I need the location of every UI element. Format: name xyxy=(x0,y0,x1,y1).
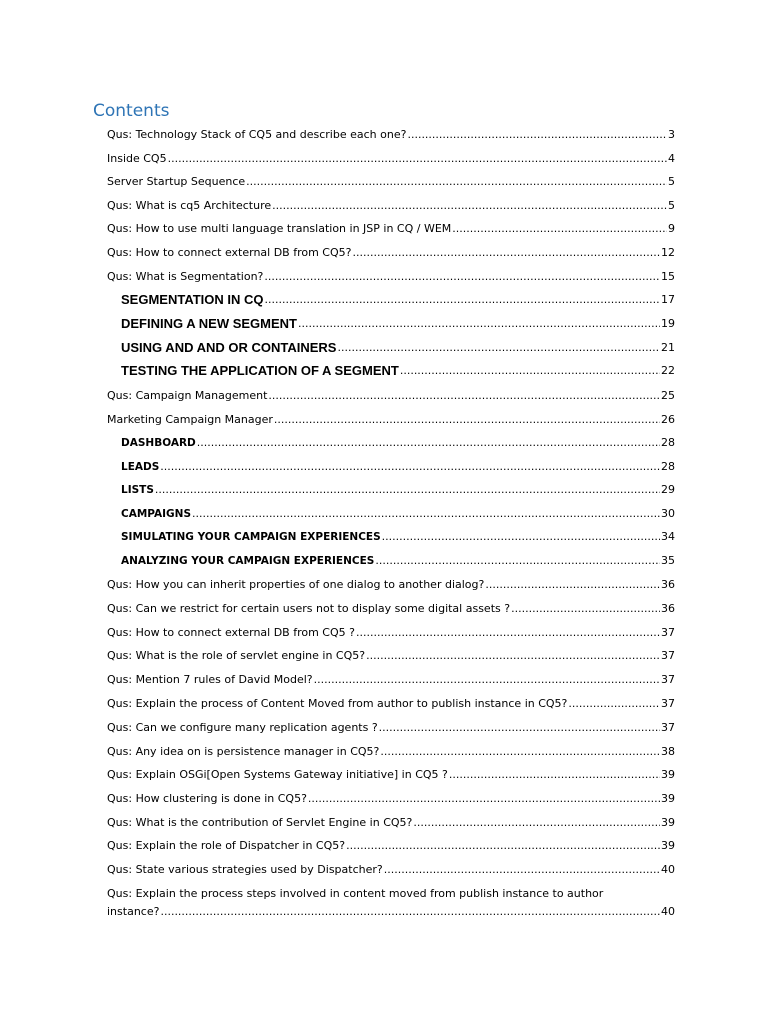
toc-entry-text: Qus: Explain the process of Content Moved from author to publish instance in CQ5? xyxy=(107,697,568,710)
leader-dots xyxy=(452,222,667,236)
toc-entry-page: 37 xyxy=(661,649,675,662)
leader-dots xyxy=(298,317,660,331)
toc-entry-page: 29 xyxy=(661,483,675,496)
toc-entry-page: 39 xyxy=(661,839,675,852)
toc-entry[interactable] xyxy=(107,839,675,853)
toc-entry[interactable] xyxy=(107,128,675,142)
toc-entry[interactable] xyxy=(121,436,675,450)
leader-dots xyxy=(485,578,660,592)
toc-entry-page: 28 xyxy=(661,460,675,473)
toc-entry[interactable] xyxy=(121,530,675,544)
toc-entry[interactable] xyxy=(107,175,675,189)
leader-dots xyxy=(160,460,660,474)
toc-entry-page: 37 xyxy=(661,673,675,686)
toc-entry[interactable] xyxy=(107,745,675,759)
toc-entry[interactable] xyxy=(107,768,675,782)
toc-entry-page: 21 xyxy=(661,341,675,354)
toc-entry-page: 39 xyxy=(661,768,675,781)
toc-entry-page: 9 xyxy=(668,222,675,235)
toc-entry-page: 37 xyxy=(661,626,675,639)
toc-entry[interactable] xyxy=(107,673,675,687)
toc-entry-page: 38 xyxy=(661,745,675,758)
toc-entry[interactable] xyxy=(121,293,675,307)
toc-entry-page: 5 xyxy=(668,199,675,212)
toc-entry-page: 37 xyxy=(661,697,675,710)
leader-dots xyxy=(314,673,660,687)
toc-entry-text: Qus: Can we restrict for certain users not to display some digital assets ? xyxy=(107,602,511,615)
toc-entry-page: 17 xyxy=(661,293,675,306)
leader-dots xyxy=(337,341,660,355)
leader-dots xyxy=(274,413,660,427)
leader-dots xyxy=(407,128,667,142)
leader-dots xyxy=(375,554,660,568)
toc-entry-text: Qus: What is Segmentation? xyxy=(107,270,264,283)
toc-entry-page: 26 xyxy=(661,413,675,426)
toc-entry[interactable] xyxy=(107,626,675,640)
toc-entry[interactable] xyxy=(107,578,675,592)
toc-entry-text: Qus: Explain OSGi[Open Systems Gateway initiative] in CQ5 ? xyxy=(107,768,448,781)
toc-entry-text: DEFINING A NEW SEGMENT xyxy=(121,316,297,331)
toc-entry[interactable] xyxy=(121,554,675,568)
leader-dots xyxy=(356,626,660,640)
toc-entry[interactable] xyxy=(107,602,675,616)
toc-entry[interactable] xyxy=(121,507,675,521)
leader-dots xyxy=(246,175,667,189)
toc-entry[interactable] xyxy=(107,389,675,403)
toc-entry[interactable] xyxy=(121,317,675,331)
toc-entry-text: LISTS xyxy=(121,484,154,496)
leader-dots xyxy=(265,293,660,307)
leader-dots xyxy=(346,839,660,853)
toc-entry-text-line2: instance? xyxy=(107,905,160,918)
toc-entry-page: 22 xyxy=(661,364,675,377)
leader-dots xyxy=(353,246,661,260)
toc-entry-text: LEADS xyxy=(121,461,160,473)
toc-entry-text: CAMPAIGNS xyxy=(121,508,192,520)
toc-entry-text: Server Startup Sequence xyxy=(107,175,246,188)
toc-entry-page: 36 xyxy=(661,578,675,591)
toc-entry-text: Qus: Any idea on is persistence manager in CQ5? xyxy=(107,745,380,758)
toc-entry[interactable] xyxy=(107,863,675,877)
toc-entry-page: 4 xyxy=(668,152,675,165)
toc-entry-page: 36 xyxy=(661,602,675,615)
toc-entry-text: Inside CQ5 xyxy=(107,152,167,165)
toc-entry-page: 25 xyxy=(661,389,675,402)
toc-entry-text: USING AND AND OR CONTAINERS xyxy=(121,340,337,355)
leader-dots xyxy=(449,768,660,782)
toc-entry[interactable] xyxy=(107,413,675,427)
leader-dots xyxy=(197,436,660,450)
toc-entry-text: Qus: Mention 7 rules of David Model? xyxy=(107,673,313,686)
leader-dots xyxy=(155,483,660,497)
leader-dots xyxy=(366,649,660,663)
leader-dots xyxy=(268,389,660,403)
toc-entry[interactable] xyxy=(107,222,675,236)
leader-dots xyxy=(308,792,660,806)
toc-entry-text: Qus: How to connect external DB from CQ5? xyxy=(107,246,352,259)
toc-entry[interactable] xyxy=(107,152,675,166)
toc-entry-text: Qus: What is cq5 Architecture xyxy=(107,199,272,212)
toc-entry-page: 40 xyxy=(661,905,675,918)
toc-entry-text: Marketing Campaign Manager xyxy=(107,413,273,426)
toc-entry[interactable] xyxy=(121,483,675,497)
toc-entry-page: 3 xyxy=(668,128,675,141)
toc-entry-page: 35 xyxy=(661,554,675,567)
leader-dots xyxy=(568,697,660,711)
toc-entry[interactable] xyxy=(107,270,675,284)
toc-entry[interactable] xyxy=(107,649,675,663)
toc-entry-text: Qus: Explain the role of Dispatcher in CQ5? xyxy=(107,839,346,852)
toc-entry-page: 39 xyxy=(661,792,675,805)
toc-entry-text: TESTING THE APPLICATION OF A SEGMENT xyxy=(121,363,399,378)
toc-entry-text: SIMULATING YOUR CAMPAIGN EXPERIENCES xyxy=(121,531,381,543)
toc-entry-page: 30 xyxy=(661,507,675,520)
toc-entry-text: Qus: Technology Stack of CQ5 and describe each one? xyxy=(107,128,407,141)
toc-entry-text-line1: Qus: Explain the process steps involved in content moved from publish instance to author xyxy=(107,887,604,900)
toc-entry-page: 5 xyxy=(668,175,675,188)
toc-entry[interactable] xyxy=(121,341,675,355)
toc-entry-page: 19 xyxy=(661,317,675,330)
toc-entry-page: 15 xyxy=(661,270,675,283)
leader-dots xyxy=(400,364,660,378)
leader-dots xyxy=(379,721,660,735)
toc-entry[interactable] xyxy=(107,887,675,919)
toc-entry-text: Qus: How to use multi language translation in JSP in CQ / WEM xyxy=(107,222,452,235)
leader-dots xyxy=(168,152,667,166)
leader-dots xyxy=(511,602,660,616)
toc-entry-text: Qus: How you can inherit properties of one dialog to another dialog? xyxy=(107,578,485,591)
leader-dots xyxy=(413,816,660,830)
leader-dots xyxy=(160,905,660,919)
toc-entry-page: 28 xyxy=(661,436,675,449)
toc-entry[interactable] xyxy=(107,697,675,711)
leader-dots xyxy=(384,863,660,877)
toc-entry-text: Qus: State various strategies used by Dispatcher? xyxy=(107,863,383,876)
leader-dots xyxy=(382,530,660,544)
toc-entry-text: DASHBOARD xyxy=(121,437,196,449)
toc-entry[interactable] xyxy=(107,246,675,260)
leader-dots xyxy=(192,507,660,521)
toc-entry-text: Qus: Campaign Management xyxy=(107,389,268,402)
toc-entry-page: 37 xyxy=(661,721,675,734)
toc-entry[interactable] xyxy=(107,792,675,806)
toc-entry[interactable] xyxy=(107,721,675,735)
leader-dots xyxy=(380,745,660,759)
toc-entry[interactable] xyxy=(121,364,675,378)
toc-entry-text: Qus: Can we configure many replication agents ? xyxy=(107,721,378,734)
toc-entry[interactable] xyxy=(121,460,675,474)
leader-dots xyxy=(272,199,667,213)
toc-entry-page: 12 xyxy=(661,246,675,259)
toc-entry-text: Qus: How to connect external DB from CQ5 ? xyxy=(107,626,355,639)
toc-entry-page: 40 xyxy=(661,863,675,876)
toc-entry-page: 34 xyxy=(661,530,675,543)
toc-entry-text: SEGMENTATION IN CQ xyxy=(121,292,264,307)
toc-entry[interactable] xyxy=(107,199,675,213)
toc-entry-text: ANALYZING YOUR CAMPAIGN EXPERIENCES xyxy=(121,555,375,567)
toc-title: Contents xyxy=(93,101,170,121)
toc-entry-page: 39 xyxy=(661,816,675,829)
toc-entry[interactable] xyxy=(107,816,675,830)
toc-entry-text: Qus: What is the role of servlet engine in CQ5? xyxy=(107,649,366,662)
leader-dots xyxy=(264,270,660,284)
toc-entry-text: Qus: What is the contribution of Servlet Engine in CQ5? xyxy=(107,816,413,829)
toc-entry-text: Qus: How clustering is done in CQ5? xyxy=(107,792,307,805)
